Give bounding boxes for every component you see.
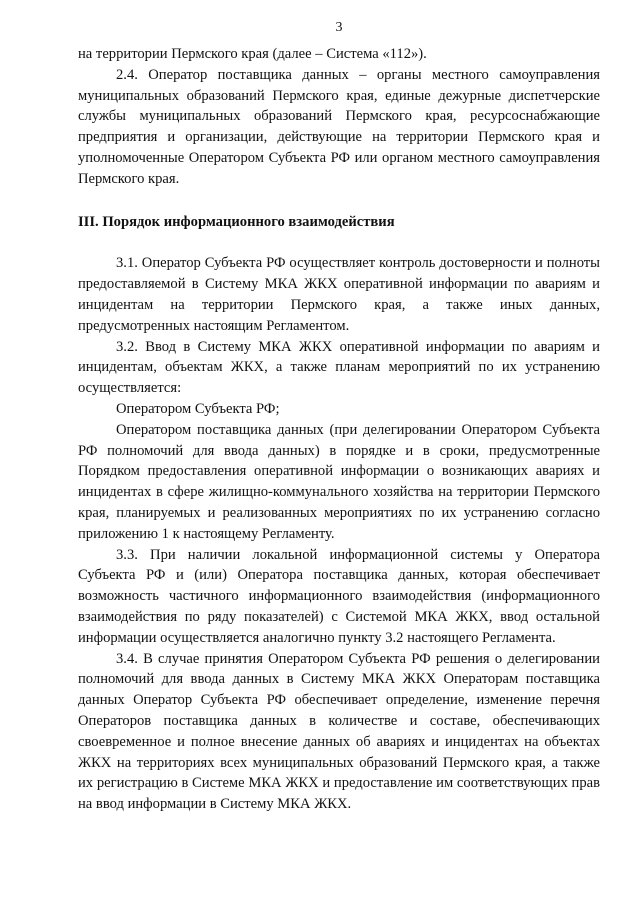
page-number: 3 <box>335 20 343 35</box>
document-body <box>78 44 600 815</box>
document-page <box>78 0 600 905</box>
paragraph-operator-subject: Оператором Субъекта РФ; <box>116 400 280 417</box>
paragraph-3-1: 3.1. Оператор Субъекта РФ осуществляет контроль достоверности и полноты предоставляемой в Систему МКА ЖКХ оперативной информации по авариям и инцидентам на территории Пермского края, а также иных данных, предусмотренных настоящим Регламентом. <box>78 255 600 334</box>
paragraph-operator-data-provider: Оператором поставщика данных (при делегировании Оператором Субъекта РФ полномочий для ввода данных) в порядке и в сроки, предусмотренные Порядком предоставления оперативной информации о возникающих авариях и инцидентах в сфере жилищно-коммунального хозяйства на территории Пермского края, планируемых и реализованных мероприятиях по их устранению согласно приложению 1 к настоящему Регламенту. <box>78 421 600 542</box>
paragraph-3-4: 3.4. В случае принятия Оператором Субъекта РФ решения о делегировании полномочий для ввода данных в Систему МКА ЖКХ Операторам поставщика данных Оператор Субъекта РФ обеспечивает определение, изменение перечня Операторов поставщика данных в количестве и составе, обеспечивающих своевременное и полное внесение данных об авариях и инцидентах на объектах ЖКХ на территориях всех муниципальных образований Пермского края, а также их регистрацию в Системе МКА ЖКХ и предоставление им соответствующих прав на ввод информации в Систему МКА ЖКХ. <box>78 650 600 813</box>
paragraph-3-2: 3.2. Ввод в Систему МКА ЖКХ оперативной информации по авариям и инцидентам, объектам ЖКХ, а также планам мероприятий по их устранению осуществляется: <box>78 338 600 397</box>
section-title: III. Порядок информационного взаимодействия <box>78 213 395 230</box>
paragraph-2-4: 2.4. Оператор поставщика данных – органы местного самоуправления муниципальных образований Пермского края, единые дежурные диспетчерские службы муниципальных образований Пермского края, ресурсоснабжающие предприятия и организации, действующие на территории Пермского края и уполномоченные Оператором Субъекта РФ или органом местного самоуправления Пермского края. <box>78 66 600 187</box>
paragraph-system-112-continuation: на территории Пермского края (далее – Система «112»). <box>78 46 427 62</box>
paragraph-3-3: 3.3. При наличии локальной информационной системы у Оператора Субъекта РФ и (или) Оператора поставщика данных, которая обеспечивает возможность частичного информационного взаимодействия (информационного взаимодействия по ряду показателей) с Системой МКА ЖКХ, ввод остальной информации осуществляется аналогично пункту 3.2 настоящего Регламента. <box>78 546 600 646</box>
